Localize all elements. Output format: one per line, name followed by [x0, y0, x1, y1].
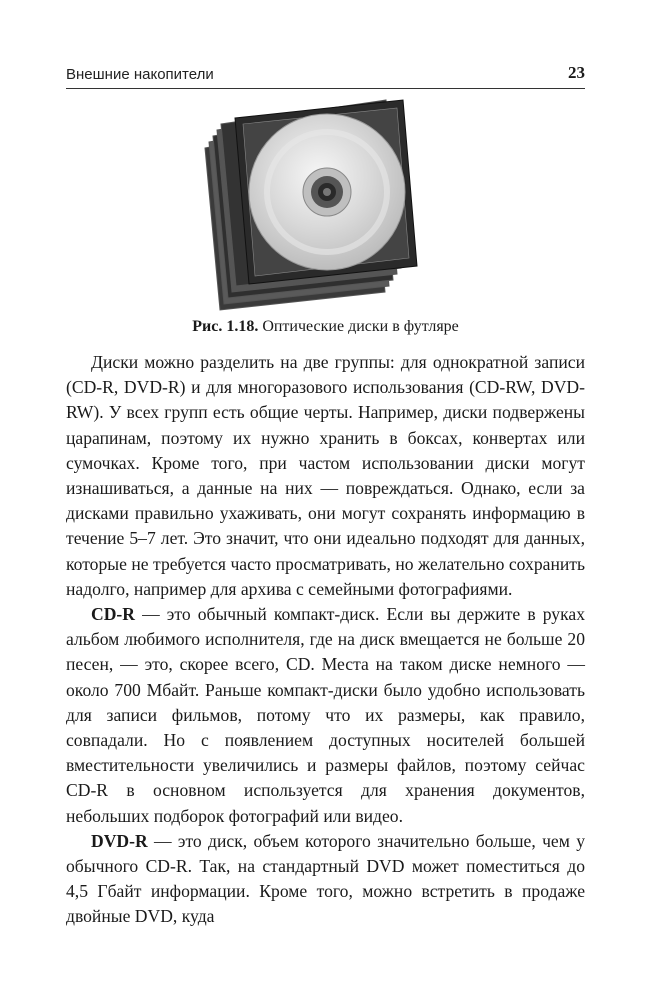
header-rule: [66, 88, 585, 89]
running-title: Внешние накопители: [66, 66, 214, 83]
figure-stacked-cd-cases: [185, 96, 465, 311]
caption-label: Рис. 1.18.: [192, 318, 259, 335]
figure-caption: [66, 318, 585, 336]
paragraph-2: [66, 602, 585, 829]
paragraph-3-text: — это диск, объем которого значительно больше, чем у обычного CD-R. Так, на стандартный DVD может поместиться до 4,5 Гбайт информации. Кроме того, можно встретить в продаже двойные DVD, куда: [66, 830, 585, 927]
stacked-cd-cases-image: [185, 96, 465, 311]
running-head: [66, 58, 585, 88]
term-dvd-r: DVD-R: [91, 830, 148, 851]
paragraph-3: [66, 829, 585, 930]
term-cd-r: CD-R: [91, 604, 135, 625]
paragraph-2-text: — это обычный компакт-диск. Если вы держите в руках альбом любимого исполнителя, где на диск вмещается не больше 20 песен, — это, скорее всего, CD. Места на таком диске немного — около 700 Мбайт. Раньше компакт-диски было удобно использовать для записи фильмов, потому что их размеры, как правило, совпадали. Но с появлением доступных носителей большей вместительности увеличились и размеры файлов, поэтому сейчас CD-R в основном используется для хранения документов, небольших подборок фотографий или видео.: [66, 604, 585, 826]
body-text: [66, 350, 585, 930]
paragraph-1: Диски можно разделить на две группы: для однократной записи (CD-R, DVD-R) и для многоразового использования (CD-RW, DVD-RW). У всех групп есть общие черты. Например, диски подвержены царапинам, поэтому их нужно хранить в боксах, конвертах или сумочках. Кроме того, при частом использовании диски могут изнашиваться, а данные на них — повреждаться. Однако, если за дисками правильно ухаживать, они могут сохранять информацию в течение 5–7 лет. Это значит, что они идеально подходят для данных, которые не требуется часто просматривать, но желательно сохранить надолго, например для архива с семейными фотографиями.: [66, 352, 585, 599]
caption-text: Оптические диски в футляре: [258, 318, 459, 335]
page-number: 23: [568, 63, 585, 82]
